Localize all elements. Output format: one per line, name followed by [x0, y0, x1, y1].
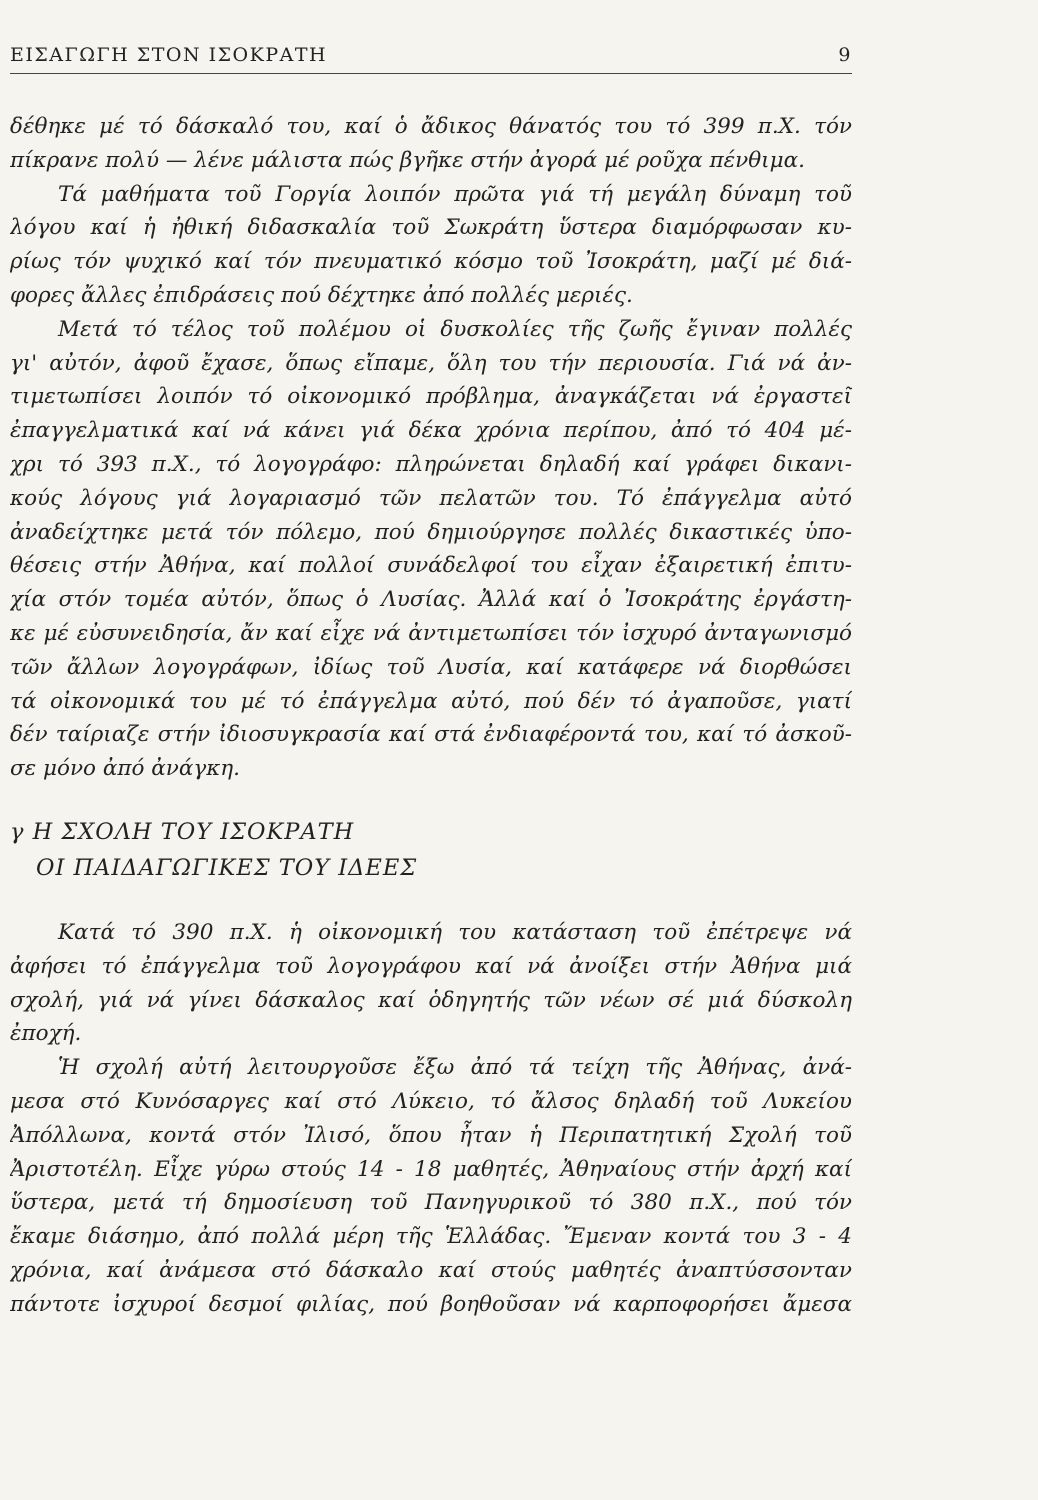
text-line: ἔκαμε διάσημο, ἀπό πολλά μέρη τῆς Ἑλλάδας. Ἔμεναν κοντά του 3 - 4 [10, 1224, 852, 1250]
text-line: σχολή, γιά νά γίνει δάσκαλος καί ὁδηγητής τῶν νέων σέ μιά δύσκολη [10, 987, 852, 1013]
text-line: κούς λόγους γιά λογαριασμό τῶν πελατῶν του. Τό ἐπάγγελμα αὐτό [10, 485, 852, 511]
running-header [10, 44, 852, 74]
section-1 [10, 110, 852, 786]
text-line: Ἀριστοτέλη. Εἶχε γύρω στούς 14 - 18 μαθητές, Ἀθηναίους στήν ἀρχή καί [10, 1156, 852, 1182]
text-line: ἐπαγγελματικά καί νά κάνει γιά δέκα χρόνια περίπου, ἀπό τό 404 μέ- [10, 418, 852, 444]
text-line: χρι τό 393 π.Χ., τό λογογράφο: πληρώνεται δηλαδή καί γράφει δικανι- [10, 451, 852, 477]
text-line: Μετά τό τέλος τοῦ πολέμου οἱ δυσκολίες τῆς ζωῆς ἔγιναν πολλές [58, 316, 852, 342]
text-line: πάντοτε ἰσχυροί δεσμοί φιλίας, πού βοηθοῦσαν νά καρποφορήσει ἄμεσα [10, 1291, 852, 1317]
text-line: ἀφήσει τό ἐπάγγελμα τοῦ λογογράφου καί νά ἀνοίξει στήν Ἀθήνα μιά [10, 953, 852, 979]
text-line: σε μόνο ἀπό ἀνάγκη. [10, 756, 241, 782]
text-line: πίκρανε πολύ — λένε μάλιστα πώς βγῆκε στήν ἀγορά μέ ροῦχα πένθιμα. [10, 147, 805, 173]
text-line: δέν ταίριαζε στήν ἰδιοσυγκρασία καί στά ἐνδιαφέροντά του, καί τό ἀσκοῦ- [10, 722, 852, 748]
text-line: Ἀπόλλωνα, κοντά στόν Ἰλισό, ὅπου ἦταν ἡ Περιπατητική Σχολή τοῦ [10, 1122, 852, 1148]
text-line: τιμετωπίσει λοιπόν τό οἰκονομικό πρόβλημα, ἀναγκάζεται νά ἐργαστεῖ [10, 384, 852, 410]
text-line: τῶν ἄλλων λογογράφων, ἰδίως τοῦ Λυσία, καί κατάφερε νά διορθώσει [10, 654, 852, 680]
running-title: ΕΙΣΑΓΩΓΗ ΣΤΟΝ ΙΣΟΚΡΑΤΗ [10, 44, 328, 66]
section-subheading: ΟΙ ΠΑΙΔΑΓΩΓΙΚΕΣ ΤΟΥ ΙΔΕΕΣ [36, 854, 418, 881]
text-line: γι' αὐτόν, ἀφοῦ ἔχασε, ὅπως εἴπαμε, ὅλη του τήν περιουσία. Γιά νά ἀν- [10, 350, 852, 376]
text-line: χία στόν τομέα αὐτόν, ὅπως ὁ Λυσίας. Ἀλλά καί ὁ Ἰσοκράτης ἐργάστη- [10, 587, 852, 613]
text-line: ἀναδείχτηκε μετά τόν πόλεμο, πού δημιούργησε πολλές δικαστικές ὑπο- [10, 519, 852, 545]
text-line: φορες ἄλλες ἐπιδράσεις πού δέχτηκε ἀπό πολλές μεριές. [10, 282, 633, 308]
text-line: τά οἰκονομικά του μέ τό ἐπάγγελμα αὐτό, πού δέν τό ἀγαποῦσε, γιατί [10, 688, 852, 714]
text-line: ρίως τόν ψυχικό καί τόν πνευματικό κόσμο τοῦ Ἰσοκράτη, μαζί μέ διά- [10, 249, 852, 275]
text-line: μεσα στό Κυνόσαργες καί στό Λύκειο, τό ἄλσος δηλαδή τοῦ Λυκείου [10, 1088, 852, 1114]
text-line: Κατά τό 390 π.Χ. ἡ οἰκονομική του κατάσταση τοῦ ἐπέτρεψε νά [58, 919, 852, 945]
page-number: 9 [838, 44, 852, 66]
section-heading: γ Η ΣΧΟΛΗ ΤΟΥ ΙΣΟΚΡΑΤΗ [10, 818, 355, 845]
text-line: θέσεις στήν Ἀθήνα, καί πολλοί συνάδελφοί του εἶχαν ἐξαιρετική ἐπιτυ- [10, 553, 852, 579]
section-2 [10, 916, 852, 1322]
text-line: ὕστερα, μετά τή δημοσίευση τοῦ Πανηγυρικοῦ τό 380 π.Χ., πού τόν [10, 1190, 852, 1216]
text-line: κε μέ εὐσυνειδησία, ἄν καί εἶχε νά ἀντιμετωπίσει τόν ἰσχυρό ἀνταγωνισμό [10, 620, 852, 646]
text-line: δέθηκε μέ τό δάσκαλό του, καί ὁ ἄδικος θάνατός του τό 399 π.Χ. τόν [10, 114, 852, 139]
text-line: Ἡ σχολή αὐτή λειτουργοῦσε ἔξω ἀπό τά τείχη τῆς Ἀθήνας, ἀνά- [58, 1055, 852, 1081]
text-line: λόγου καί ἡ ἠθική διδασκαλία τοῦ Σωκράτη ὕστερα διαμόρφωσαν κυ- [10, 215, 852, 241]
text-line: ἐποχή. [10, 1021, 82, 1047]
text-line: Τά μαθήματα τοῦ Γοργία λοιπόν πρῶτα γιά τή μεγάλη δύναμη τοῦ [58, 181, 852, 207]
text-line: χρόνια, καί ἀνάμεσα στό δάσκαλο καί στούς μαθητές ἀναπτύσσονταν [10, 1257, 852, 1283]
body-text [10, 110, 852, 1322]
